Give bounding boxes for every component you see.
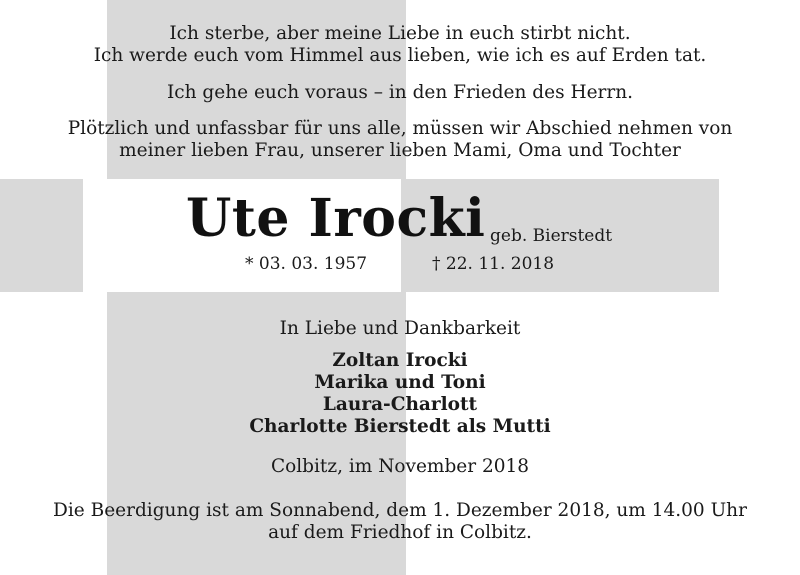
- intro-line-2: meiner lieben Frau, unserer lieben Mami, Oma und Tochter: [119, 140, 681, 161]
- mourner-name: Laura-Charlott: [322, 394, 478, 415]
- verse-line-3: Ich gehe euch voraus – in den Frieden des Herrn.: [166, 82, 634, 103]
- mourner-name: Zoltan Irocki: [332, 350, 468, 371]
- place-date: Colbitz, im November 2018: [270, 456, 530, 477]
- funeral-line-2: auf dem Friedhof in Colbitz.: [268, 522, 532, 543]
- deceased-name: Ute Irocki: [186, 188, 486, 249]
- death-date: † 22. 11. 2018: [432, 254, 555, 274]
- mourner-name: Marika und Toni: [314, 372, 486, 393]
- mourner-name: Charlotte Bierstedt als Mutti: [249, 416, 551, 437]
- funeral-line-1: Die Beerdigung ist am Sonnabend, dem 1. Dezember 2018, um 14.00 Uhr: [53, 500, 747, 521]
- mourners-heading: In Liebe und Dankbarkeit: [279, 318, 521, 339]
- birth-date: * 03. 03. 1957: [245, 254, 368, 274]
- verse-line-2: Ich werde euch vom Himmel aus lieben, wie ich es auf Erden tat.: [93, 45, 707, 66]
- intro-line-1: Plötzlich und unfassbar für uns alle, müssen wir Abschied nehmen von: [67, 118, 733, 139]
- verse-line-1: Ich sterbe, aber meine Liebe in euch stirbt nicht.: [169, 23, 631, 44]
- birth-name: geb. Bierstedt: [490, 226, 613, 246]
